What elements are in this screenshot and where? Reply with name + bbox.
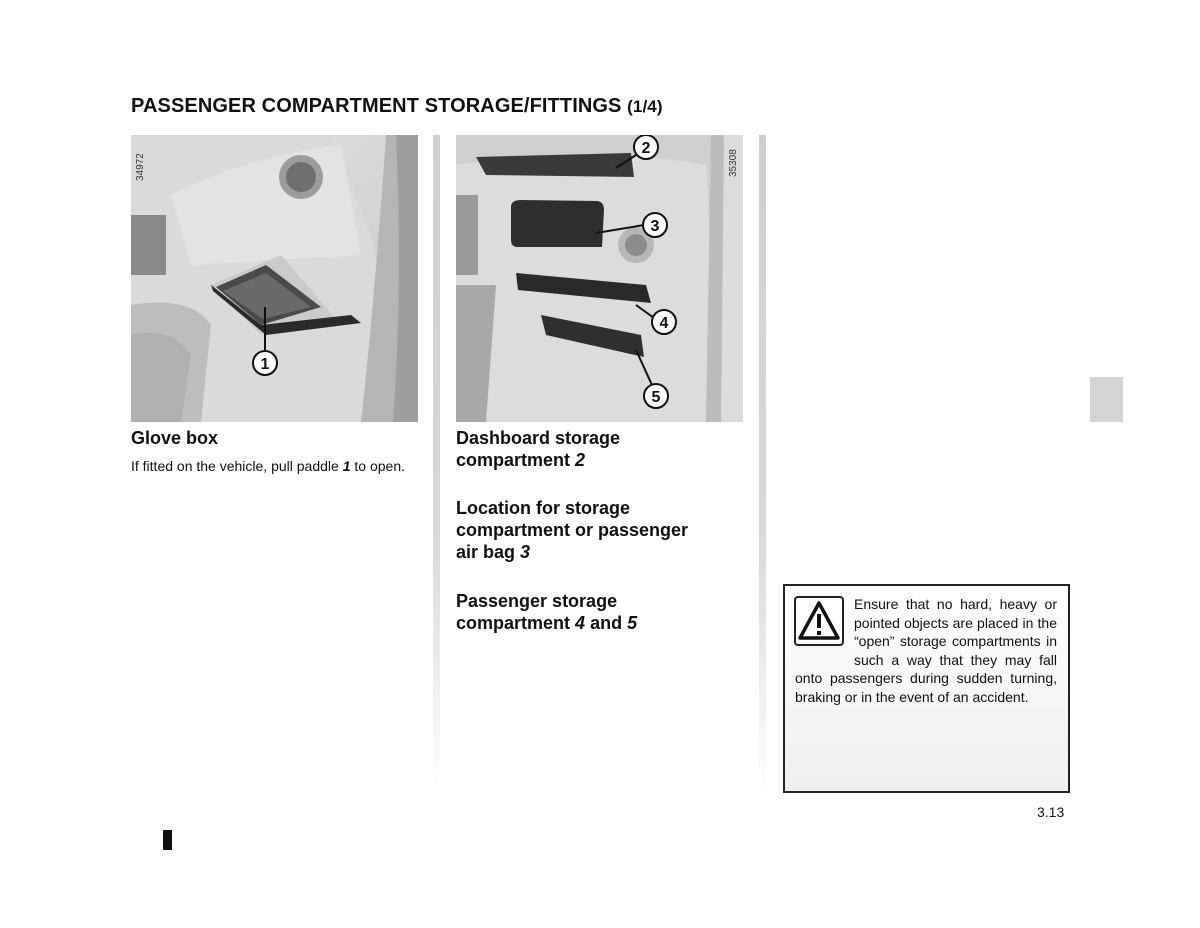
glove-box-text: If fitted on the vehicle, pull paddle 1 to open. [131,458,405,474]
passenger-storage-heading: Passenger storage compartment 4 and 5 [456,591,638,633]
callout-2: 2 [641,140,651,157]
title-main: PASSENGER COMPARTMENT STORAGE/FITTINGS [131,95,622,117]
column-divider [759,135,766,795]
callout-3: 3 [650,218,660,235]
photo-id: 35308 [728,149,739,177]
page-number: 3.13 [1037,804,1065,820]
title-part: (1/4) [627,97,663,116]
chapter-tab [1090,377,1123,422]
photo-id: 34972 [135,153,146,181]
callout-5: 5 [651,389,661,406]
dashboard-storage-heading: Dashboard storage compartment 2 [456,428,621,470]
warning-text: Ensure that no hard, heavy or pointed objects are placed in the “open” storage compartments in such a way that they may fall onto passengers during sudden turning, braking or in the event of an accident. [795,596,1057,705]
glove-box-heading: Glove box [131,428,219,448]
warning-box [783,584,1070,793]
page-title [131,95,663,118]
glove-box-photo [131,135,418,422]
callout-4: 4 [659,315,669,332]
airbag-location-heading: Location for storage compartment or passenger air bag 3 [456,498,689,562]
page-marker [163,830,172,850]
dashboard-storage-photo [456,135,743,422]
column-divider [433,135,440,795]
callout-1: 1 [260,356,270,373]
